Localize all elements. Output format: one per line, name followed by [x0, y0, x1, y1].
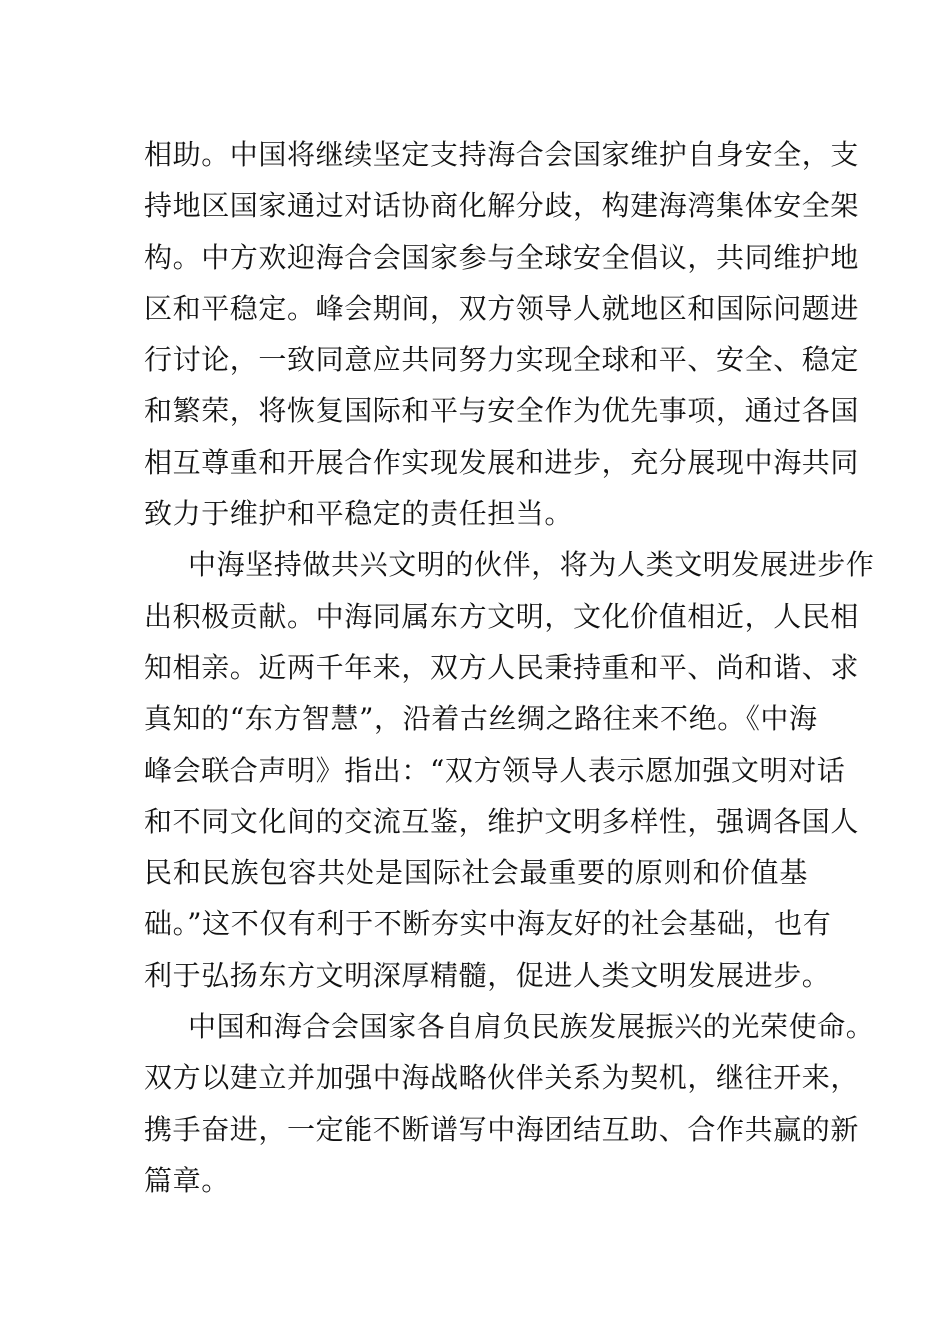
text-line: 致力于维护和平稳定的责任担当。	[144, 497, 574, 531]
text-line: 和繁荣，将恢复国际和平与安全作为优先事项，通过各国	[144, 394, 860, 428]
text-line: 利于弘扬东方文明深厚精髓，促进人类文明发展进步。	[144, 958, 831, 992]
text-line: 双方以建立并加强中海战略伙伴关系为契机，继往开来，	[144, 1061, 860, 1095]
paragraph-2	[144, 539, 875, 1001]
text-line: 和不同文化间的交流互鉴，维护文明多样性，强调各国人	[144, 804, 860, 838]
text-line: 携手奋进，一定能不断谱写中海团结互助、合作共赢的新	[144, 1112, 860, 1146]
text-line: 相助。中国将继续坚定支持海合会国家维护自身安全，支	[144, 138, 860, 171]
text-line: 区和平稳定。峰会期间，双方领导人就地区和国际问题进	[144, 291, 860, 325]
text-line: 中国和海合会国家各自肩负民族发展振兴的光荣使命。	[188, 1010, 875, 1044]
text-line: 出积极贡献。中海同属东方文明，文化价值相近，人民相	[144, 599, 860, 633]
text-line: 相互尊重和开展合作实现发展和进步，充分展现中海共同	[144, 445, 860, 479]
text-line: 峰会联合声明》指出：“双方领导人表示愿加强文明对话	[144, 753, 846, 787]
text-line: 真知的“东方智慧”，沿着古丝绸之路往来不绝。《中海	[144, 702, 818, 736]
paragraph-1	[144, 129, 860, 539]
text-line: 构。中方欢迎海合会国家参与全球安全倡议，共同维护地	[144, 240, 860, 274]
text-line: 中海坚持做共兴文明的伙伴，将为人类文明发展进步作	[188, 548, 875, 582]
paragraph-3	[144, 1001, 875, 1206]
text-line: 持地区国家通过对话协商化解分歧，构建海湾集体安全架	[144, 189, 860, 223]
text-line: 民和民族包容共处是国际社会最重要的原则和价值基	[144, 856, 808, 890]
document-body	[144, 129, 875, 1206]
text-line: 知相亲。近两千年来，双方人民秉持重和平、尚和谐、求	[144, 650, 860, 684]
text-line: 行讨论，一致同意应共同努力实现全球和平、安全、稳定	[144, 343, 860, 377]
text-line: 础。”这不仅有利于不断夯实中海友好的社会基础，也有	[144, 907, 832, 941]
text-line: 篇章。	[144, 1163, 230, 1197]
